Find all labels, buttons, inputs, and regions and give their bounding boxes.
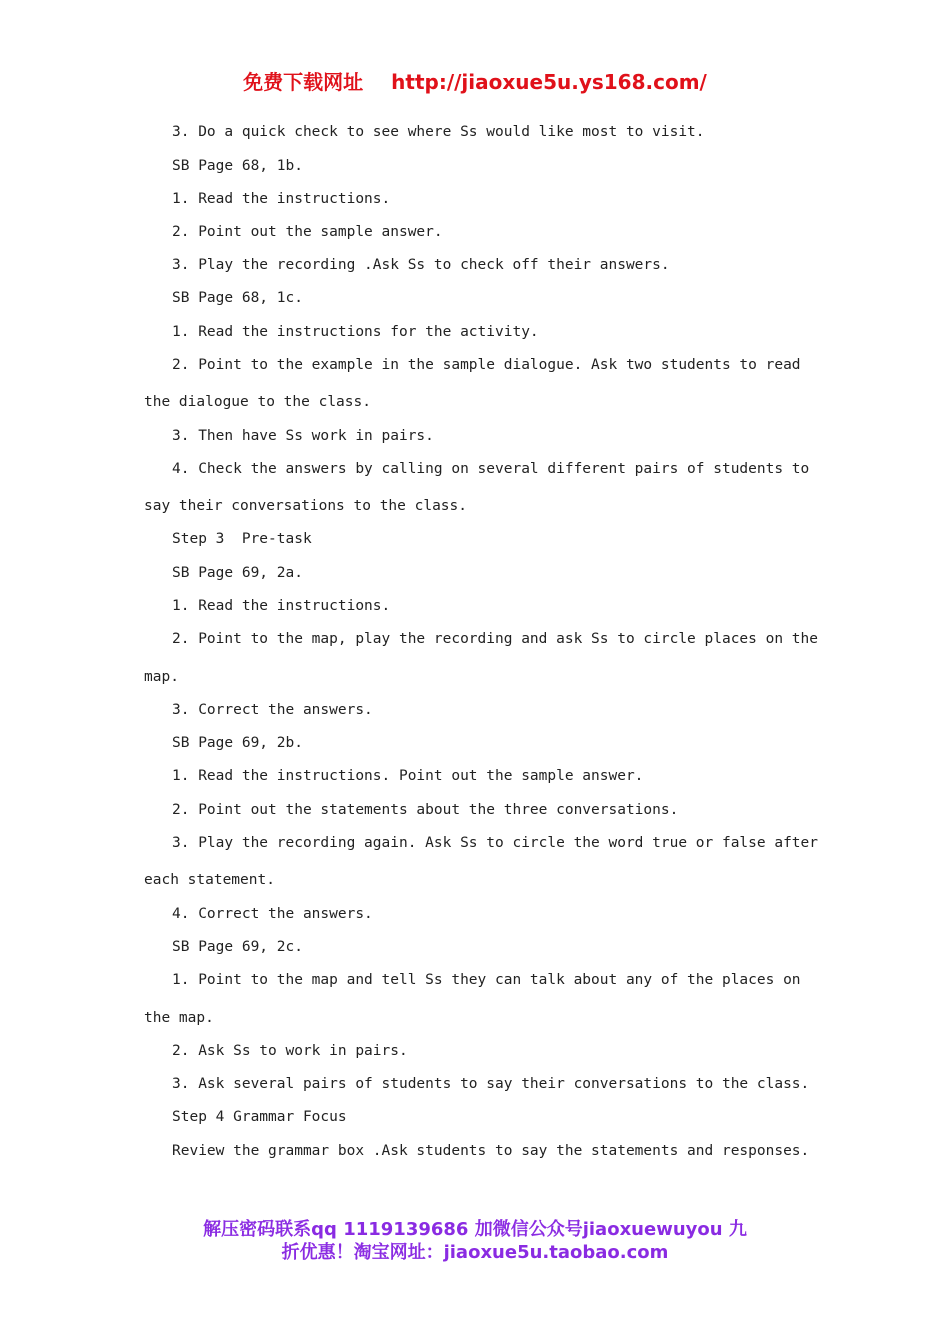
text-line: each statement. <box>144 872 275 888</box>
footer-promo <box>0 1218 950 1264</box>
text-line: say their conversations to the class. <box>144 498 468 514</box>
text-line: 3. Play the recording again. Ask Ss to circle the word true or false after <box>172 835 819 851</box>
text-line: map. <box>144 669 179 685</box>
text-line: 2. Point to the map, play the recording and ask Ss to circle places on the <box>172 631 819 647</box>
text-line: the dialogue to the class. <box>144 394 371 410</box>
text-line: 1. Read the instructions. <box>172 191 391 207</box>
text-line: SB Page 68, 1c. <box>172 290 303 306</box>
text-line: SB Page 68, 1b. <box>172 158 303 174</box>
download-label: 免费下载网址 <box>243 70 364 94</box>
text-line: 1. Read the instructions. Point out the sample answer. <box>172 768 644 784</box>
text-line: the map. <box>144 1010 214 1026</box>
text-line: 1. Read the instructions. <box>172 598 391 614</box>
text-line: 1. Read the instructions for the activity. <box>172 324 539 340</box>
text-line: 4. Correct the answers. <box>172 906 373 922</box>
text-line: 3. Do a quick check to see where Ss would like most to visit. <box>172 124 705 140</box>
footer-shop-line[interactable]: 折优惠！淘宝网址：jiaoxue5u.taobao.com <box>281 1242 669 1263</box>
text-line: 3. Then have Ss work in pairs. <box>172 428 434 444</box>
footer-contact-line: 解压密码联系qq 1119139686 加微信公众号jiaoxuewuyou 九 <box>203 1219 747 1240</box>
text-line: 2. Point out the sample answer. <box>172 224 443 240</box>
text-line: 3. Ask several pairs of students to say their conversations to the class. <box>172 1076 810 1092</box>
text-line: 2. Ask Ss to work in pairs. <box>172 1043 408 1059</box>
text-line: SB Page 69, 2a. <box>172 565 303 581</box>
text-line: 4. Check the answers by calling on several different pairs of students to <box>172 461 810 477</box>
text-line: 2. Point out the statements about the three conversations. <box>172 802 679 818</box>
text-line: Review the grammar box .Ask students to say the statements and responses. <box>172 1143 810 1159</box>
download-url-link[interactable]: http://jiaoxue5u.ys168.com/ <box>391 70 707 94</box>
text-line: 3. Correct the answers. <box>172 702 373 718</box>
text-line: Step 3 Pre-task <box>172 531 312 547</box>
text-line: 1. Point to the map and tell Ss they can talk about any of the places on <box>172 972 801 988</box>
text-line: Step 4 Grammar Focus <box>172 1109 347 1125</box>
text-line: SB Page 69, 2b. <box>172 735 303 751</box>
text-line: 3. Play the recording .Ask Ss to check off their answers. <box>172 257 670 273</box>
text-line: 2. Point to the example in the sample dialogue. Ask two students to read <box>172 357 801 373</box>
text-line: SB Page 69, 2c. <box>172 939 303 955</box>
